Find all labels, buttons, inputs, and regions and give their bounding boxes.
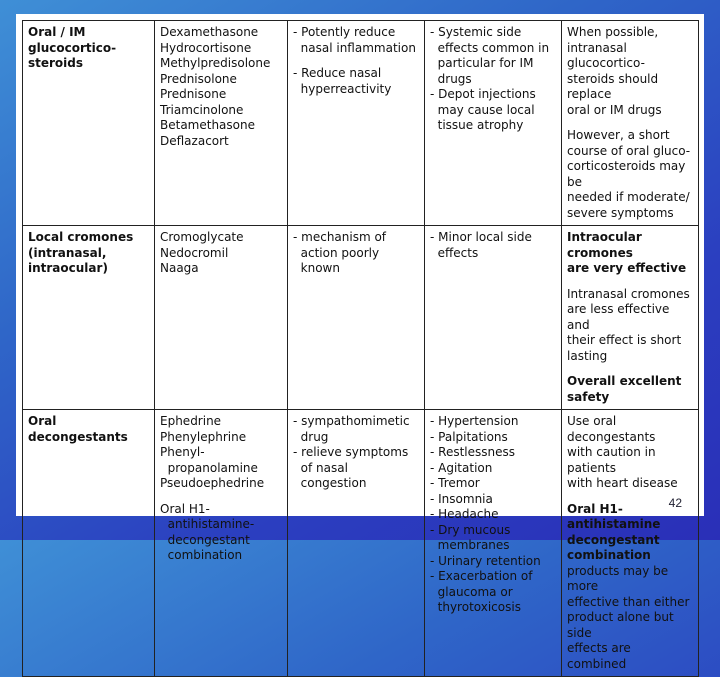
drugs-line: Pseudoephedrine <box>160 476 265 490</box>
side-line: particular for IM <box>430 56 534 70</box>
action-line: known <box>293 261 340 275</box>
side-line: - Tremor <box>430 476 480 490</box>
side-line: - Minor local side <box>430 230 532 244</box>
cell-side <box>425 410 562 677</box>
cell-drugs <box>155 410 288 677</box>
comments-line: combination <box>567 548 651 562</box>
side-line: tissue atrophy <box>430 118 524 132</box>
side-line: drugs <box>430 71 472 86</box>
cell-drugs <box>155 21 288 226</box>
drugs-line: Phenyl- <box>160 445 205 459</box>
drugs-line: Hydrocortisone <box>160 40 252 55</box>
side-line: - Hypertension <box>430 414 519 428</box>
cell-side <box>425 226 562 410</box>
drugs-line: decongestant <box>160 532 250 547</box>
comments-line: with heart disease <box>567 476 678 490</box>
drugs-line: Nedocromil <box>160 245 229 260</box>
comments-line: steroids should replace <box>567 71 662 101</box>
comments-line: Overall excellent <box>567 374 682 388</box>
cell-class <box>23 21 155 226</box>
comments-line: severe symptoms <box>567 205 674 220</box>
drugs-line: Cromoglycate <box>160 230 244 244</box>
class-line: steroids <box>28 56 84 70</box>
cell-action <box>288 226 425 410</box>
class-line: Local cromones <box>28 230 134 244</box>
side-line: - Restlessness <box>430 445 515 459</box>
comments-line: lasting <box>567 348 608 363</box>
side-line: - Dry mucous <box>430 522 511 537</box>
comments-line: course of oral gluco- <box>567 143 691 158</box>
action-line: of nasal <box>293 460 348 475</box>
comments-line: are less effective and <box>567 302 674 332</box>
class-line: intraocular) <box>28 261 108 275</box>
comments-line: oral or IM drugs <box>567 102 662 117</box>
comments-line: products may be more <box>567 563 673 593</box>
drugs-line: Methylpredisolone <box>160 56 271 70</box>
drug-table <box>22 20 699 677</box>
line-gap <box>160 492 282 502</box>
cell-comments <box>562 21 699 226</box>
comments-line: needed if moderate/ <box>567 190 690 204</box>
class-line: Oral / IM <box>28 25 86 39</box>
action-line: congestion <box>293 476 367 490</box>
drugs-line: Triamcinolone <box>160 102 244 117</box>
cell-comments <box>562 226 699 410</box>
drugs-line: Deflazacort <box>160 133 229 148</box>
action-line: - mechanism of <box>293 230 387 244</box>
slide <box>16 14 704 671</box>
cell-comments <box>562 410 699 677</box>
action-line: - Reduce nasal <box>293 66 382 80</box>
comments-line: intranasal glucocortico- <box>567 40 645 70</box>
table-row <box>23 21 699 226</box>
drugs-line: combination <box>160 548 243 562</box>
action-line: action poorly <box>293 245 380 260</box>
line-gap <box>293 56 419 66</box>
side-line: - Insomnia <box>430 491 493 506</box>
side-line: may cause local <box>430 102 535 117</box>
action-line: hyperreactivity <box>293 81 392 96</box>
drugs-line: Phenylephrine <box>160 429 247 444</box>
side-line: membranes <box>430 538 510 552</box>
line-gap <box>567 118 693 128</box>
drugs-line: Ephedrine <box>160 414 222 428</box>
class-line: Oral <box>28 414 57 428</box>
side-line: glaucoma or <box>430 584 513 599</box>
cell-action <box>288 21 425 226</box>
comments-line: However, a short <box>567 128 670 142</box>
page-number: 42 <box>668 496 682 510</box>
cell-action <box>288 410 425 677</box>
line-gap <box>567 364 693 374</box>
comments-line: with caution in patients <box>567 445 660 475</box>
comments-line: When possible, <box>567 25 659 39</box>
side-line: - Exacerbation of <box>430 569 533 583</box>
comments-line: are very effective <box>567 261 687 275</box>
line-gap <box>567 277 693 287</box>
comments-line: their effect is short <box>567 333 682 347</box>
action-line: - sympathomimetic <box>293 414 410 428</box>
class-line: decongestants <box>28 429 128 444</box>
drugs-line: antihistamine- <box>160 517 255 531</box>
comments-line: Intranasal cromones <box>567 286 690 301</box>
comments-line: Intraocular cromones <box>567 230 646 260</box>
side-line: effects common in <box>430 40 550 55</box>
comments-line: Oral H1- <box>567 501 623 516</box>
comments-line: Use oral decongestants <box>567 414 656 444</box>
drugs-line: Oral H1- <box>160 501 210 516</box>
comments-line: safety <box>567 389 610 404</box>
comments-line: antihistamine <box>567 517 661 531</box>
drugs-line: Naaga <box>160 261 199 275</box>
drugs-line: Dexamethasone <box>160 25 259 39</box>
drugs-line: Prednisolone <box>160 71 237 86</box>
comments-line: decongestant <box>567 532 660 547</box>
action-line: nasal inflammation <box>293 40 416 55</box>
side-line: - Palpitations <box>430 429 508 444</box>
action-line: - Potently reduce <box>293 25 396 39</box>
side-line: - Urinary retention <box>430 553 541 568</box>
comments-line: corticosteroids may be <box>567 159 690 189</box>
side-line: effects <box>430 245 479 260</box>
cell-class <box>23 410 155 677</box>
side-line: - Systemic side <box>430 25 522 39</box>
table-row <box>23 410 699 677</box>
side-line: thyrotoxicosis <box>430 600 521 614</box>
comments-line: effective than either <box>567 594 690 609</box>
cell-class <box>23 226 155 410</box>
cell-side <box>425 21 562 226</box>
class-line: glucocortico- <box>28 40 117 55</box>
action-line: - relieve symptoms <box>293 445 409 459</box>
comments-line: product alone but side <box>567 610 678 640</box>
side-line: - Depot injections <box>430 87 536 101</box>
class-line: (intranasal, <box>28 245 107 260</box>
table-row <box>23 226 699 410</box>
drugs-line: Prednisone <box>160 87 227 101</box>
comments-line: effects are combined <box>567 641 635 671</box>
side-line: - Agitation <box>430 460 493 475</box>
cell-drugs <box>155 226 288 410</box>
action-line: drug <box>293 429 329 444</box>
side-line: - Headache <box>430 507 499 521</box>
drugs-line: Betamethasone <box>160 118 255 132</box>
drugs-line: propanolamine <box>160 460 258 475</box>
